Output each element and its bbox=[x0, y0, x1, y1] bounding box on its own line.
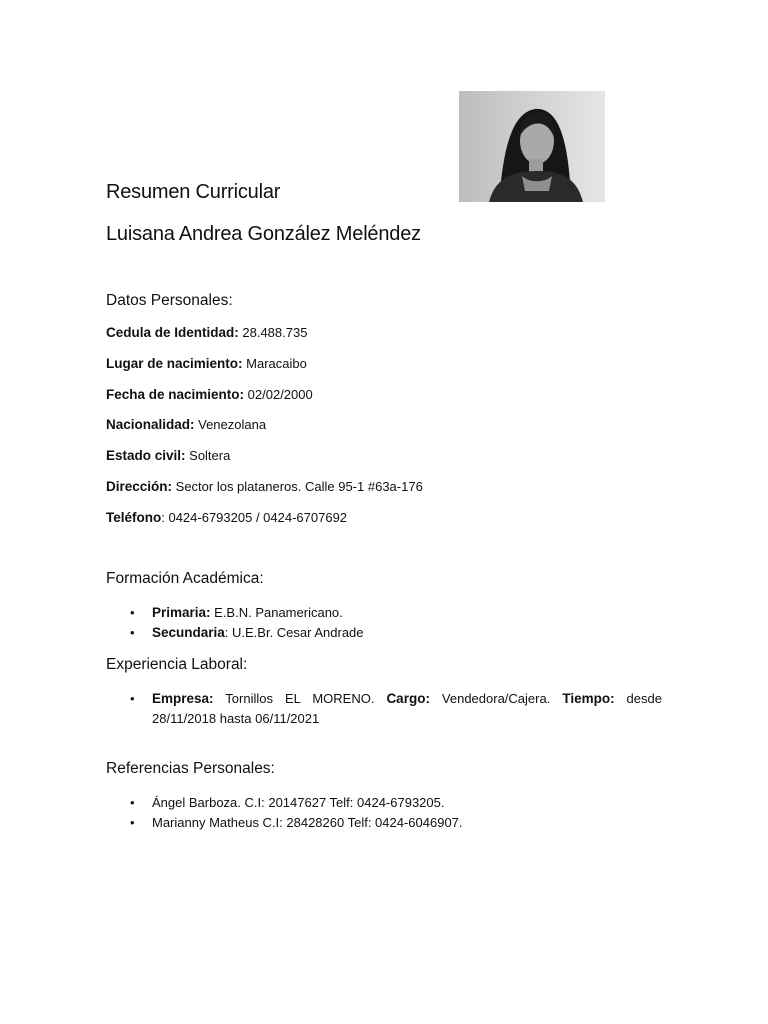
bullet-icon: • bbox=[130, 691, 135, 706]
education-list bbox=[106, 603, 662, 643]
candidate-name: Luisana Andrea González Meléndez bbox=[106, 223, 421, 245]
item-label: Secundaria bbox=[152, 625, 225, 640]
company-label: Empresa: bbox=[152, 691, 214, 706]
bullet-icon: • bbox=[130, 815, 135, 830]
document-title: Resumen Curricular bbox=[106, 181, 281, 203]
field-address bbox=[106, 479, 423, 494]
field-value: Soltera bbox=[185, 448, 231, 463]
field-nationality bbox=[106, 417, 266, 432]
experience-heading: Experiencia Laboral: bbox=[106, 656, 248, 673]
personal-data-heading: Datos Personales: bbox=[106, 292, 233, 309]
reference-text: Ángel Barboza. C.I: 20147627 Telf: 0424-6793205. bbox=[152, 795, 445, 810]
item-label: Primaria: bbox=[152, 605, 211, 620]
role-value: Vendedora/Cajera. bbox=[429, 691, 563, 706]
field-label: Nacionalidad: bbox=[106, 417, 195, 432]
field-id-number bbox=[106, 325, 307, 340]
field-label: Teléfono bbox=[106, 510, 162, 525]
field-birthdate bbox=[106, 387, 313, 402]
field-label: Cedula de Identidad: bbox=[106, 325, 239, 340]
list-item bbox=[106, 793, 662, 813]
reference-text: Marianny Matheus C.I: 28428260 Telf: 0424-6046907. bbox=[152, 815, 463, 830]
field-marital-status bbox=[106, 448, 230, 463]
field-label: Lugar de nacimiento: bbox=[106, 356, 243, 371]
company-value: Tornillos EL MORENO. bbox=[213, 691, 387, 706]
field-phone bbox=[106, 510, 347, 525]
role-label: Cargo: bbox=[386, 691, 430, 706]
profile-photo bbox=[459, 91, 605, 202]
field-value: Venezolana bbox=[194, 417, 267, 432]
bullet-icon: • bbox=[130, 605, 135, 620]
bullet-icon: • bbox=[130, 795, 135, 810]
duration-value: desde 28/11/2018 hasta 06/11/2021 bbox=[152, 691, 662, 726]
list-item bbox=[106, 603, 662, 623]
references-list bbox=[106, 793, 662, 833]
field-label: Estado civil: bbox=[106, 448, 186, 463]
list-item bbox=[106, 623, 662, 643]
education-heading: Formación Académica: bbox=[106, 570, 264, 587]
field-value: 28.488.735 bbox=[238, 325, 308, 340]
list-item bbox=[106, 813, 662, 833]
experience-list bbox=[106, 689, 662, 729]
item-value: : U.E.Br. Cesar Andrade bbox=[224, 625, 364, 640]
field-value: Sector los plataneros. Calle 95-1 #63a-176 bbox=[172, 479, 423, 494]
field-label: Dirección: bbox=[106, 479, 173, 494]
list-item bbox=[106, 689, 662, 729]
field-value: : 0424-6793205 / 0424-6707692 bbox=[161, 510, 348, 525]
field-label: Fecha de nacimiento: bbox=[106, 387, 245, 402]
bullet-icon: • bbox=[130, 625, 135, 640]
field-value: 02/02/2000 bbox=[244, 387, 313, 402]
field-birthplace bbox=[106, 356, 307, 371]
field-value: Maracaibo bbox=[242, 356, 307, 371]
references-heading: Referencias Personales: bbox=[106, 760, 275, 777]
item-value: E.B.N. Panamericano. bbox=[210, 605, 343, 620]
duration-label: Tiempo: bbox=[562, 691, 615, 706]
